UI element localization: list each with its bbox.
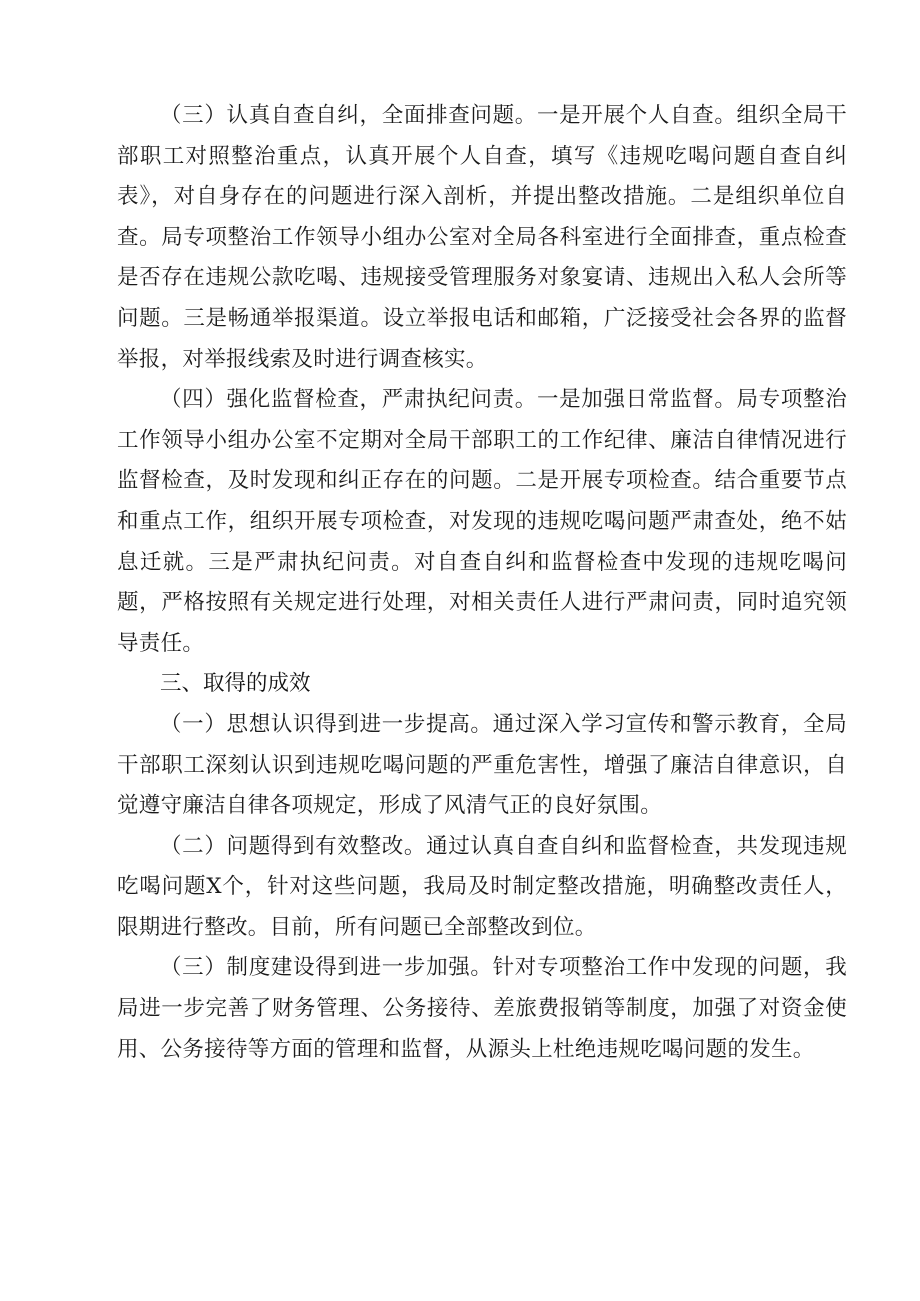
- section-heading-results: 三、取得的成效: [160, 671, 311, 697]
- paragraph-institution-building: （三）制度建设得到进一步加强。针对专项整治工作中发现的问题，我局进一步完善了财务管理、公务接待、差旅费报销等制度，加强了对资金使用、公务接待等方面的管理和监督，从源头上杜绝违规吃喝问题的发生。: [117, 955, 847, 1062]
- document-body: [117, 96, 847, 1070]
- paragraph-supervision: （四）强化监督检查，严肃执纪问责。一是加强日常监督。局专项整治工作领导小组办公室不定期对全局干部职工的工作纪律、廉洁自律情况进行监督检查，及时发现和纠正存在的问题。二是开展专项检查。结合重要节点和重点工作，组织开展专项检查，对发现的违规吃喝问题严肃查处，绝不姑息迁就。三是严肃执纪问责。对自查自纠和监督检查中发现的违规吃喝问题，严格按照有关规定进行处理，对相关责任人进行严肃问责，同时追究领导责任。: [117, 387, 847, 656]
- paragraph-rectification: （二）问题得到有效整改。通过认真自查自纠和监督检查，共发现违规吃喝问题X个，针对这些问题，我局及时制定整改措施，明确整改责任人，限期进行整改。目前，所有问题已全部整改到位。: [117, 833, 847, 940]
- paragraph-self-inspection: （三）认真自查自纠，全面排查问题。一是开展个人自查。组织全局干部职工对照整治重点，认真开展个人自查，填写《违规吃喝问题自查自纠表》，对自身存在的问题进行深入剖析，并提出整改措施。二是组织单位自查。局专项整治工作领导小组办公室对全局各科室进行全面排查，重点检查是否存在违规公款吃喝、违规接受管理服务对象宴请、违规出入私人会所等问题。三是畅通举报渠道。设立举报电话和邮箱，广泛接受社会各界的监督举报，对举报线索及时进行调查核实。: [117, 103, 847, 372]
- paragraph-awareness: （一）思想认识得到进一步提高。通过深入学习宣传和警示教育，全局干部职工深刻认识到违规吃喝问题的严重危害性，增强了廉洁自律意识，自觉遵守廉洁自律各项规定，形成了风清气正的良好氛围。: [117, 711, 847, 819]
